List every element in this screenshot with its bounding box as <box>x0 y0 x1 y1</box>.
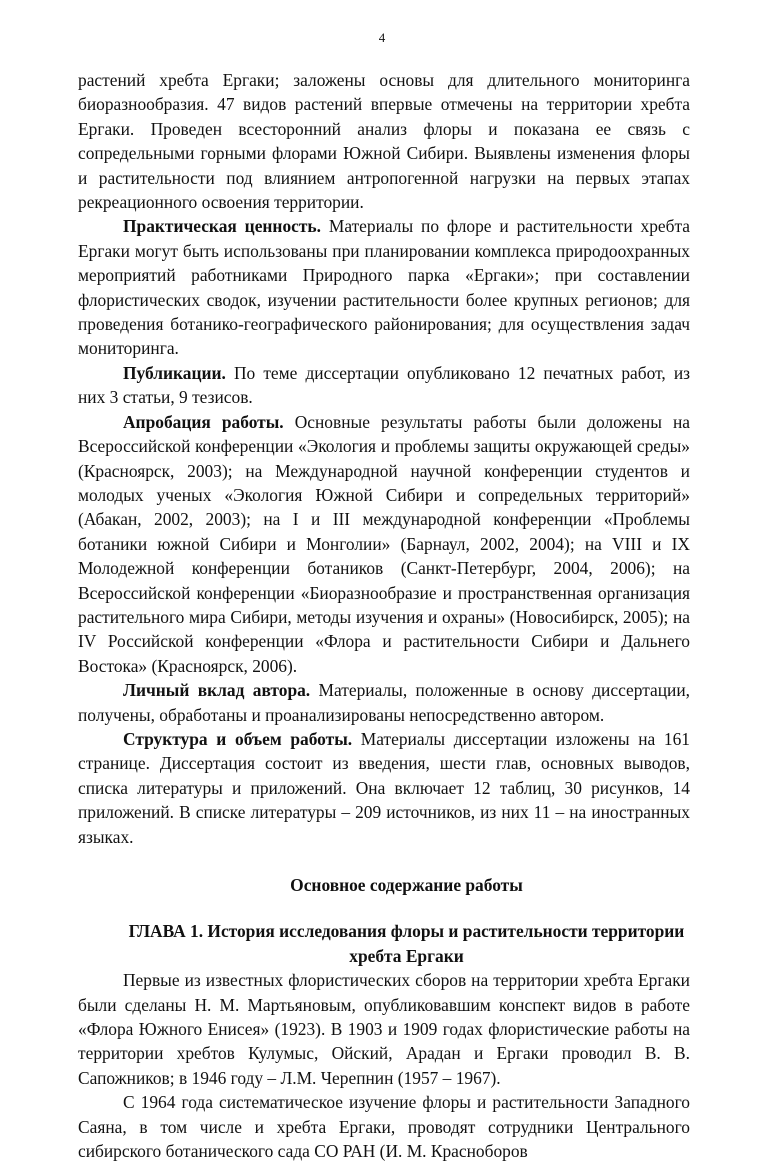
section-heading-main-content: Основное содержание работы <box>290 875 523 895</box>
approbation-label: Апробация работы. <box>123 411 284 432</box>
author-contribution-text: Материалы, положенные в основу диссертации, получены, обработаны и проанализированы непосредственно автором. <box>78 680 690 725</box>
paragraph-approbation <box>78 410 690 678</box>
paragraph-publications <box>78 361 690 410</box>
practical-value-label: Практическая ценность. <box>123 216 321 237</box>
structure-text: Материалы диссертации изложены на 161 странице. Диссертация состоит из введения, шести глав, основных выводов, списка литературы и приложений. Она включает 12 таблиц, 30 рисунков, 14 приложений. В списке литературы – 209 источников, из них 11 – на иностранных языках. <box>78 728 690 847</box>
page-content <box>78 68 690 1163</box>
publications-label: Публикации. <box>123 362 226 383</box>
paragraph-author-contribution <box>78 678 690 727</box>
paragraph-practical-value <box>78 214 690 360</box>
author-contribution-label: Личный вклад автора. <box>123 680 311 701</box>
practical-value-text: Материалы по флоре и растительности хребта Ергаки могут быть использованы при планировании комплекса природоохранных мероприятий работниками Природного парка «Ергаки»; при составлении флористических сводок, изучении растительности более крупных регионов; для проведения ботанико-географического районирования; для осуществления задач мониторинга. <box>78 216 691 359</box>
paragraph-structure <box>78 727 690 849</box>
chapter-heading-line-1: ГЛАВА 1. История исследования флоры и растительности территории <box>128 921 685 942</box>
publications-text: По теме диссертации опубликовано 12 печатных работ, из них 3 статьи, 9 тезисов. <box>78 362 690 408</box>
chapter-paragraph-systematic-study: С 1964 года систематическое изучение флоры и растительности Западного Саяна, в том числе и хребта Ергаки, проводят сотрудники Центрального сибирского ботанического сада СО РАН (И. М. Красноборов <box>78 1092 690 1162</box>
paragraph-novelty-continuation: растений хребта Ергаки; заложены основы для длительного мониторинга биоразнообразия. 47 видов растений впервые отмечены на территории хребта Ергаки. Проведен всесторонний анализ флоры и показана ее связь с сопредельными горными флорами Южной Сибири. Выявлены изменения флоры и растительности под влиянием антропогенной нагрузки на первых этапах рекреационного освоения территории. <box>78 70 690 213</box>
page-number: 4 <box>378 30 386 45</box>
structure-label: Структура и объем работы. <box>123 728 353 749</box>
chapter-paragraph-first-collections: Первые из известных флористических сборов на территории хребта Ергаки были сделаны Н. М. Мартьяновым, опубликовавшим конспект видов в работе «Флора Южного Енисея» (1923). В 1903 и 1909 годах флористические работы на территории хребтов Кулумыс, Ойский, Арадан и Ергаки проводил В. В. Сапожников; в 1946 году – Л.М. Черепнин (1957 – 1967). <box>78 970 690 1088</box>
approbation-text: Основные результаты работы были доложены на Всероссийской конференции «Экология и проблемы защиты окружающей среды» (Красноярск, 2003); на Международной научной конференции студентов и молодых ученых «Экология Южной Сибири и сопредельных территорий» (Абакан, 2002, 2003); на I и III международной конференции «Проблемы ботаники южной Сибири и Монголии» (Барнаул, 2002, 2004); на VIII и IX Молодежной конференции ботаников (Санкт-Петербург, 2004, 2006); на Всероссийской конференции «Биоразнообразие и пространственная организация растительного мира Сибири, методы изучения и охраны» (Новосибирск, 2005); на IV Российской конференции «Флора и растительности Сибири и Дальнего Востока» (Красноярск, 2006). <box>78 411 690 676</box>
chapter-heading-line-2: хребта Ергаки <box>349 945 464 966</box>
